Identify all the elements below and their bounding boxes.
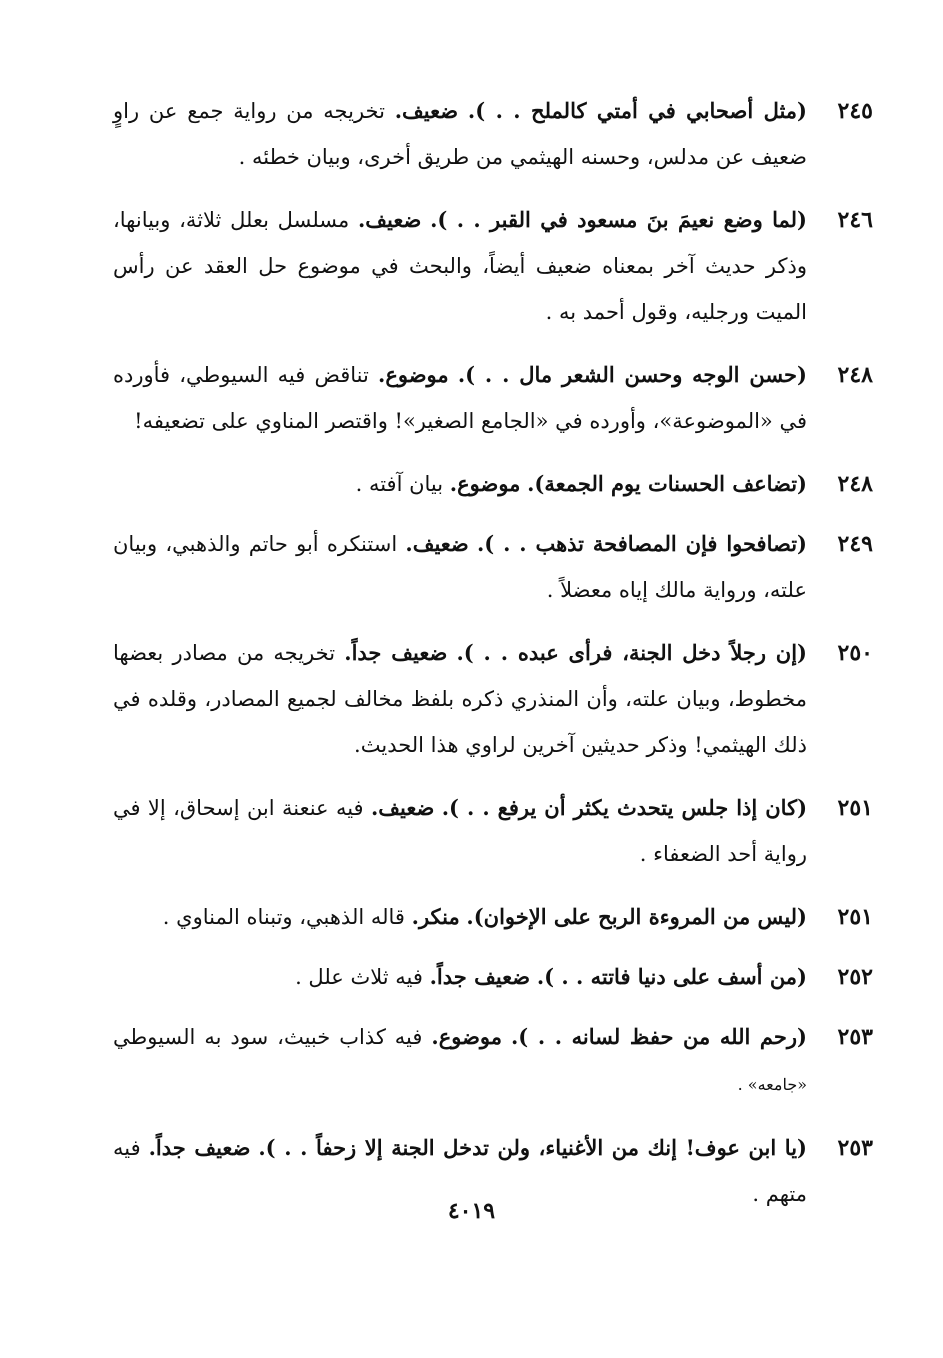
hadith-entry-251a bbox=[113, 785, 873, 877]
entry-number: ٢٥٣ bbox=[837, 1024, 873, 1050]
verdict: منكر. bbox=[411, 904, 460, 929]
verdict: ضعيف جداً. bbox=[344, 640, 448, 665]
entry-body bbox=[113, 88, 807, 180]
hadith-title: (لما وضع نعيمَ بنَ مسعود في القبر . . ). bbox=[430, 207, 807, 232]
entry-number: ٢٤٦ bbox=[837, 207, 873, 233]
hadith-title: (من أسف على دنيا فاتته . . ). bbox=[536, 964, 807, 989]
entry-text: تناقض فيه السيوطي، فأورده في «الموضوعة»، وأورده في «الجامع الصغير»! واقتصر المناوي على تضعيفه! bbox=[113, 363, 807, 433]
entry-number: ٢٥٢ bbox=[837, 964, 873, 990]
entry-text: قاله الذهبي، وتبناه المناوي . bbox=[162, 905, 405, 929]
entry-text: تخريجه من رواية جمع عن راوٍ ضعيف عن مدلس، وحسنه الهيثمي من طريق أخرى، وبيان خطئه . bbox=[113, 99, 807, 169]
entry-number: ٢٤٨ bbox=[837, 471, 873, 497]
verdict: موضوع. bbox=[431, 1024, 503, 1049]
hadith-title: (كان إذا جلس يتحدث يكثر أن يرفع . . ). bbox=[441, 795, 808, 820]
entry-number: ٢٤٨ bbox=[837, 362, 873, 388]
verdict: ضعيف. bbox=[405, 531, 469, 556]
verdict: ضعيف. bbox=[394, 98, 459, 123]
verdict: موضوع. bbox=[378, 362, 449, 387]
entry-note: «جامعه» . bbox=[737, 1075, 807, 1094]
verdict: ضعيف. bbox=[370, 795, 435, 820]
hadith-entry-249 bbox=[113, 521, 873, 613]
hadith-entry-250 bbox=[113, 630, 873, 768]
hadith-title: (حسن الوجه وحسن الشعر مال . . ). bbox=[457, 362, 807, 387]
entry-list bbox=[113, 88, 873, 1234]
entry-number: ٢٤٥ bbox=[837, 98, 873, 124]
entry-body bbox=[113, 630, 807, 768]
hadith-entry-245 bbox=[113, 88, 873, 180]
entry-text: بيان آفته . bbox=[355, 472, 444, 496]
entry-text: مسلسل بعلل ثلاثة، وبيانها، وذكر حديث آخر بمعناه ضعيف أيضاً، والبحث في موضوع حل العقد عن رأس الميت ورجليه، وقول أحمد به . bbox=[113, 208, 807, 324]
verdict: ضعيف. bbox=[358, 207, 422, 232]
hadith-title: (إن رجلاً دخل الجنة، فرأى عبده . . ). bbox=[456, 640, 807, 665]
entry-text: فيه عنعنة ابن إسحاق، إلا في رواية أحد الضعفاء . bbox=[113, 796, 807, 866]
entry-body bbox=[113, 894, 807, 940]
hadith-title: (تصافحوا فإن المصافحة تذهب . . ). bbox=[477, 531, 807, 556]
entry-text: فيه كذاب خبيث، سود به السيوطي bbox=[113, 1025, 423, 1049]
entry-body bbox=[113, 954, 807, 1000]
hadith-entry-248a bbox=[113, 352, 873, 444]
hadith-title: (يا ابن عوف! إنك من الأغنياء، ولن تدخل الجنة إلا زحفاً . . ). bbox=[258, 1135, 807, 1160]
verdict: موضوع. bbox=[449, 471, 521, 496]
entry-text: فيه ثلاث علل . bbox=[295, 965, 423, 989]
entry-text: تخريجه من مصادر بعضها مخطوط، وبيان علته، وأن المنذري ذكره بلفظ مخالف لجميع المصادر، وقلده في ذلك الهيثمي! وذكر حديثين آخرين لراوي هذا الحديث. bbox=[113, 641, 807, 757]
verdict: ضعيف جداً. bbox=[148, 1135, 251, 1160]
hadith-title: (ليس من المروءة الربح على الإخوان). bbox=[466, 904, 807, 929]
entry-number: ٢٤٩ bbox=[837, 531, 873, 557]
entry-body bbox=[113, 521, 807, 613]
hadith-entry-246 bbox=[113, 197, 873, 335]
entry-body bbox=[113, 461, 807, 507]
hadith-title: (تضاعف الحسنات يوم الجمعة). bbox=[527, 471, 807, 496]
hadith-entry-252 bbox=[113, 954, 873, 1000]
entry-number: ٢٥٠ bbox=[837, 640, 873, 666]
hadith-entry-248b bbox=[113, 461, 873, 507]
hadith-entry-253a bbox=[113, 1014, 873, 1108]
page-number: ٤٠١٩ bbox=[447, 1198, 496, 1224]
entry-body bbox=[113, 785, 807, 877]
entry-text: فيه متهم . bbox=[113, 1136, 807, 1206]
entry-text: استنكره أبو حاتم والذهبي، وبيان علته، ورواية مالك إياه معضلاً . bbox=[113, 532, 807, 602]
entry-number: ٢٥٣ bbox=[837, 1135, 873, 1161]
hadith-title: (رحم الله من حفظ لسانه . . ). bbox=[510, 1024, 807, 1049]
hadith-entry-251b bbox=[113, 894, 873, 940]
hadith-title: (مثل أصحابي في أمتي كالملح . . ). bbox=[467, 98, 807, 123]
entry-body bbox=[113, 1014, 807, 1108]
entry-number: ٢٥١ bbox=[837, 904, 873, 930]
entry-body bbox=[113, 197, 807, 335]
entry-number: ٢٥١ bbox=[837, 795, 873, 821]
verdict: ضعيف جداً. bbox=[429, 964, 531, 989]
entry-body bbox=[113, 352, 807, 444]
